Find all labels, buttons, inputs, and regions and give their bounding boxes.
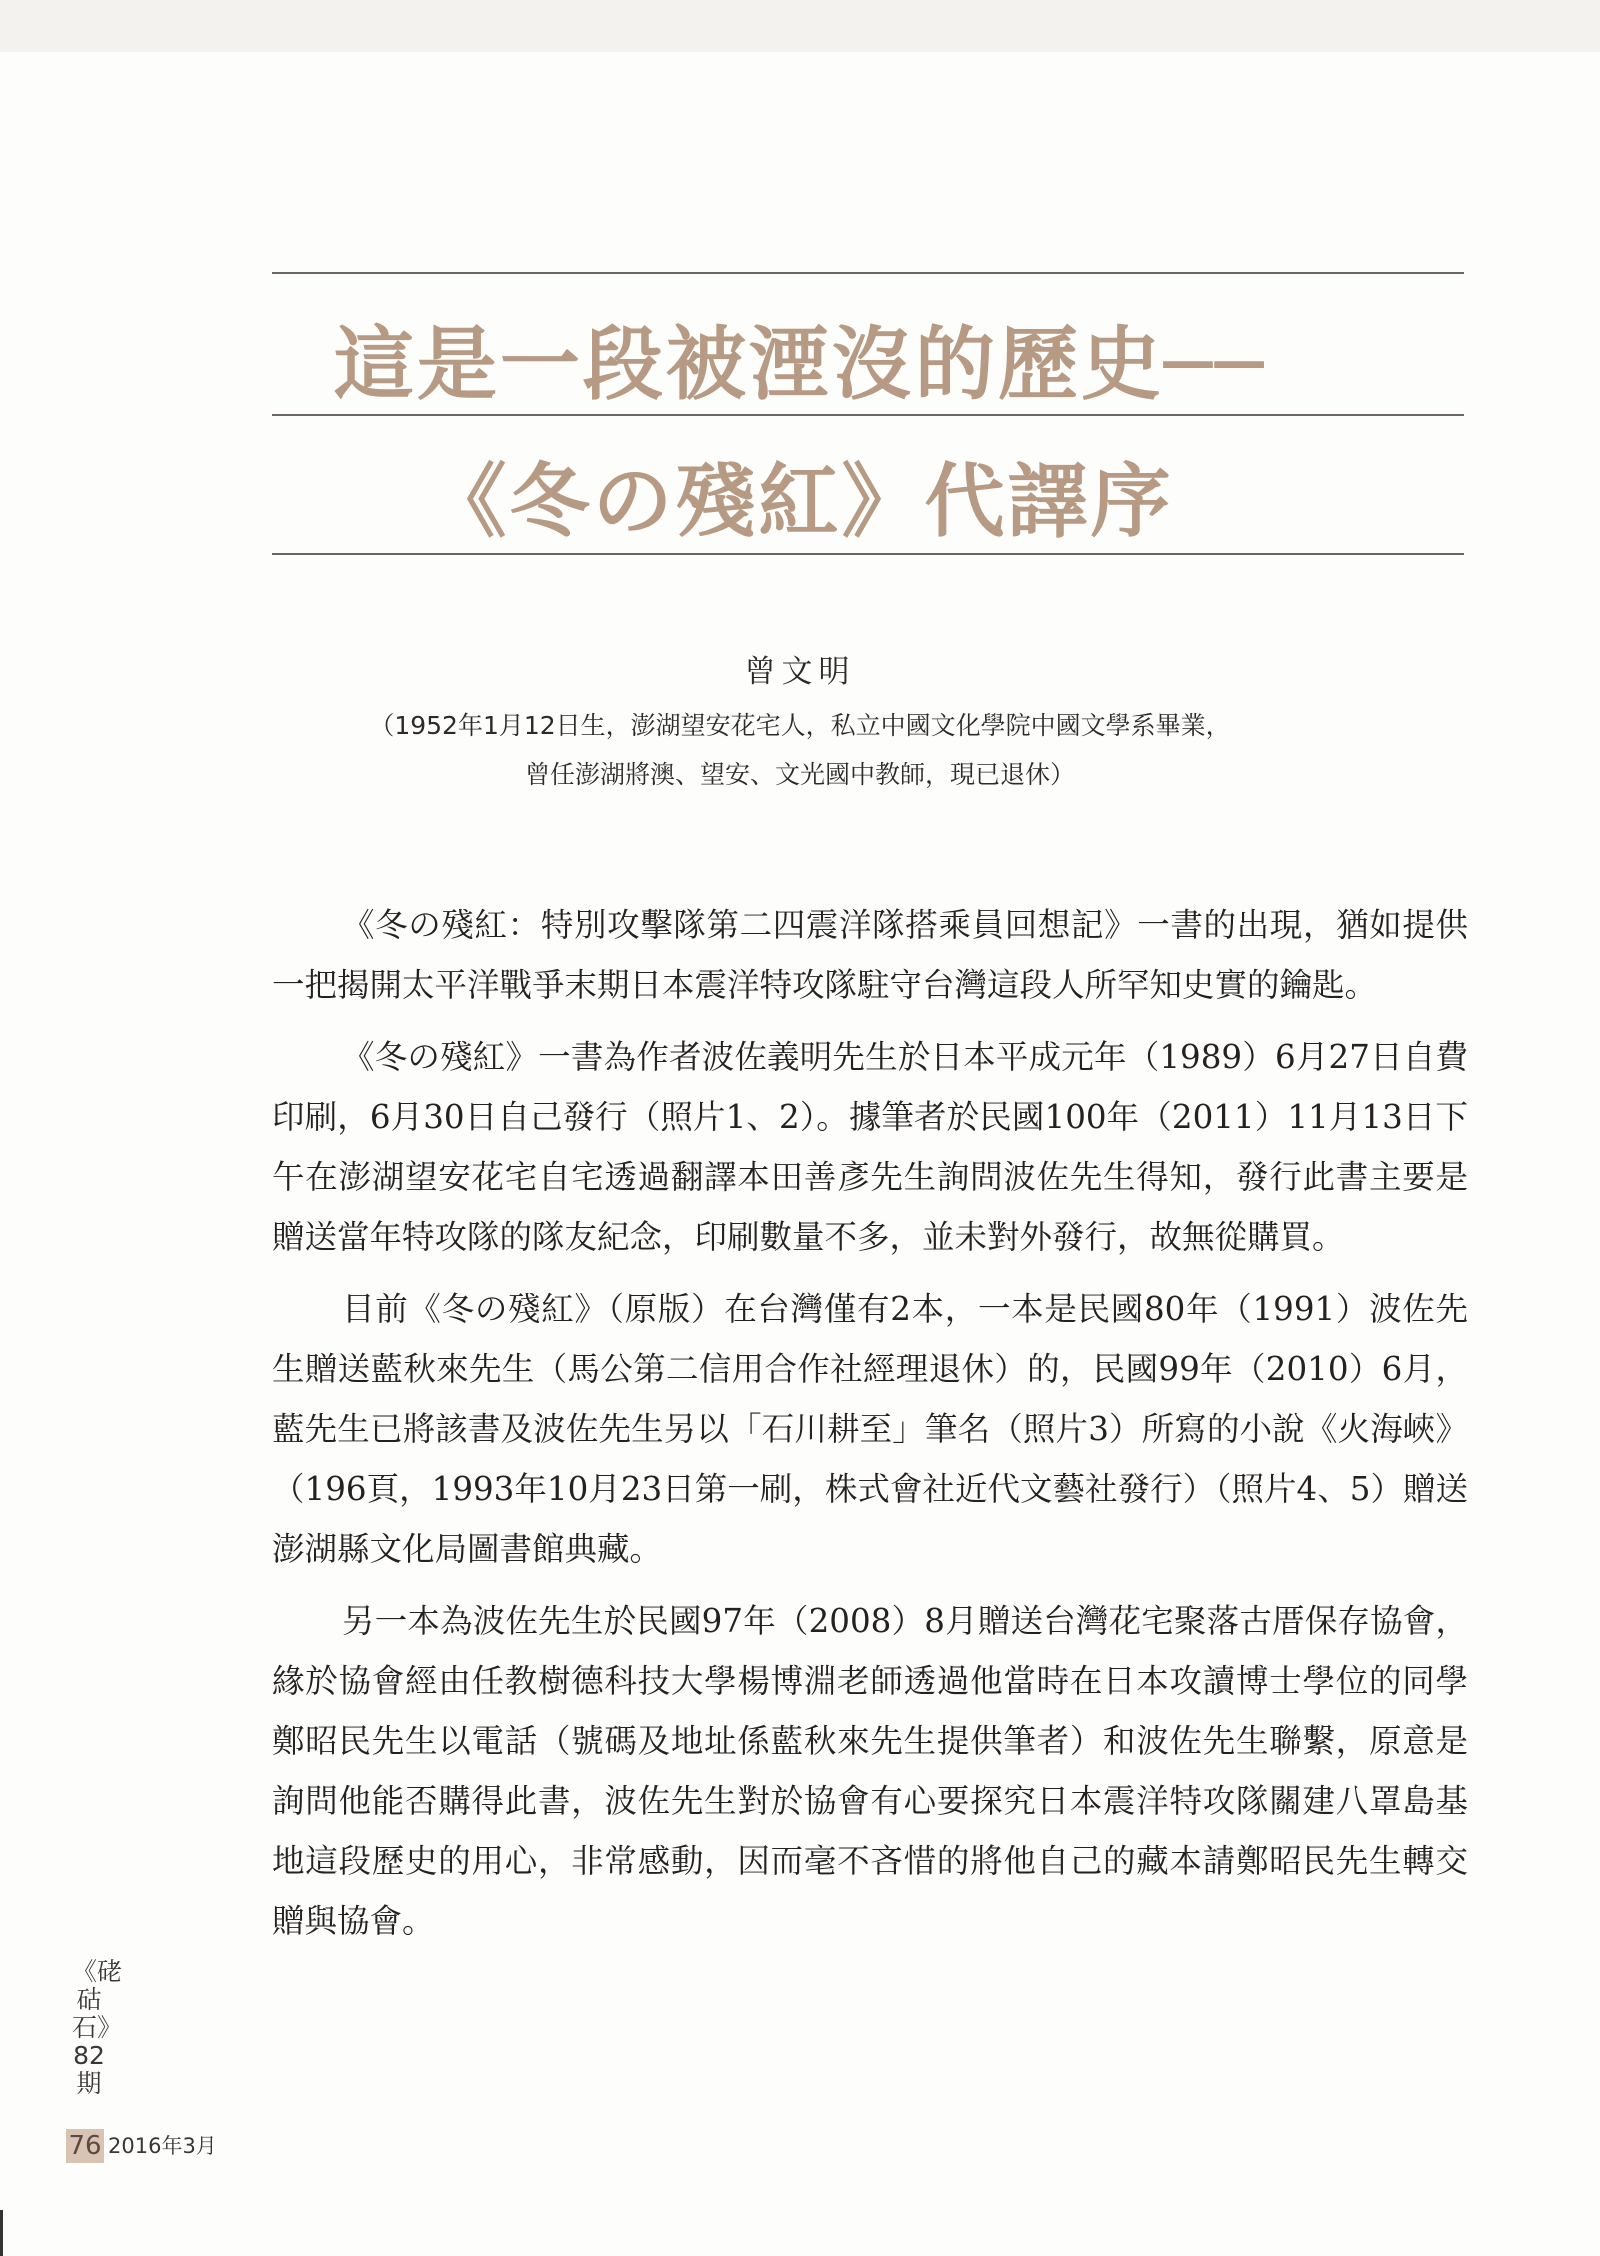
scan-edge-mark	[0, 2210, 3, 2256]
title-rule-middle	[272, 414, 1464, 416]
author-name: 曾文明	[744, 654, 856, 690]
body-paragraph-2: 《冬の殘紅》一書為作者波佐義明先生於日本平成元年（1989）6月27日自費印刷，6月30日自己發行（照片1、2）。據筆者於民國100年（2011）11月13日下午在澎湖望安花宅自宅透過翻譯本田善彥先生詢問波佐先生得知，發行此書主要是贈送當年特攻隊的隊友紀念，印刷數量不多，並未對外發行，故無從購買。	[272, 1038, 1468, 1256]
article-title-line2: 《冬の殘紅》代譯序	[426, 454, 1174, 548]
body-paragraph-4: 另一本為波佐先生於民國97年（2008）8月贈送台灣花宅聚落古厝保存協會，緣於協會經由任教樹德科技大學楊博淵老師透過他當時在日本攻讀博士學位的同學鄭昭民先生以電話（號碼及地址係藍秋來先生提供筆者）和波佐先生聯繫，原意是詢問他能否購得此書，波佐先生對於協會有心要探究日本震洋特攻隊關建八罩島基地這段歷史的用心，非常感動，因而毫不吝惜的將他自己的藏本請鄭昭民先生轉交贈與協會。	[272, 1602, 1468, 1940]
author-bio-line2: 曾任澎湖將澳、望安、文光國中教師，現已退休）	[524, 760, 1075, 789]
author-bio-line1: （1952年1月12日生，澎湖望安花宅人，私立中國文化學院中國文學系畢業，	[369, 711, 1231, 740]
article-body	[272, 895, 1468, 1963]
title-rule-bottom	[272, 553, 1464, 555]
magazine-issue-label: 《硓𥑮石》82期	[72, 1957, 123, 2098]
article-title-line1: 這是一段被湮沒的歷史──	[333, 317, 1267, 411]
scan-top-strip	[0, 0, 1600, 52]
page-number: 76	[66, 2129, 104, 2163]
issue-date: 2016年3月	[108, 2134, 217, 2158]
body-paragraph-3: 目前《冬の殘紅》（原版）在台灣僅有2本，一本是民國80年（1991）波佐先生贈送藍秋來先生（馬公第二信用合作社經理退休）的，民國99年（2010）6月，藍先生已將該書及波佐先生另以「石川耕至」筆名（照片3）所寫的小說《火海峽》（196頁，1993年10月23日第一刷，株式會社近代文藝社發行）（照片4、5）贈送澎湖縣文化局圖書館典藏。	[272, 1290, 1468, 1568]
title-rule-top	[272, 272, 1464, 274]
body-paragraph-1: 《冬の殘紅：特別攻擊隊第二四震洋隊搭乘員回想記》一書的出現，猶如提供一把揭開太平洋戰爭末期日本震洋特攻隊駐守台灣這段人所罕知史實的鑰匙。	[272, 906, 1468, 1004]
